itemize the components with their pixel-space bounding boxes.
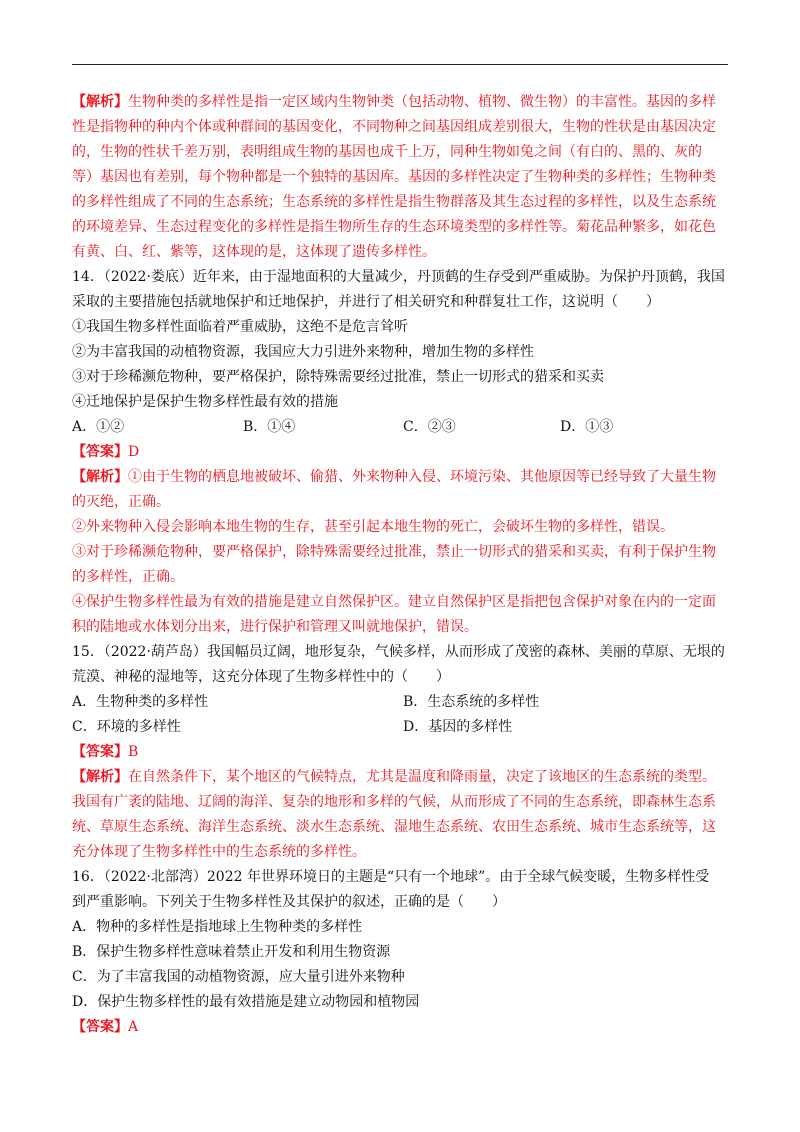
q15-stem-line: 荒漠、神秘的湿地等，这充分体现了生物多样性中的（ ） <box>72 669 450 685</box>
q15-answer <box>72 742 732 762</box>
analysis-text: ①由于生物的栖息地被破坏、偷猎、外来物种入侵、环境污染、其他原因等已经导致了大量生物 <box>128 469 716 485</box>
q13-analysis-line: 等）基因也有差别，每个物种都是一个独特的基因库。基因的多样性决定了生物种类的多样性；生物种类 <box>72 169 716 185</box>
q14-statement: ②为丰富我国的动植物资源，我国应大力引进外来物种，增加生物的多样性 <box>72 344 534 360</box>
q15-option-c: C．环境的多样性 <box>72 719 181 735</box>
q14-analysis-line: ③对于珍稀濒危物种，要严格保护，除特殊需要经过批准，禁止一切形式的猎采和买卖，有利于保护生物 <box>72 544 716 560</box>
q14-stem-line: 14．（2022·娄底）近年来，由于湿地面积的大量减少，丹顶鹤的生存受到严重威胁。为保护丹顶鹤，我国 <box>72 269 725 285</box>
q14-statement: ④迁地保护是保护生物多样性最有效的措施 <box>72 394 338 410</box>
q14-option-a: A．①② <box>72 419 125 435</box>
q14-answer <box>72 442 732 462</box>
answer-label: 【答案】 <box>72 444 128 460</box>
answer-value: D <box>128 444 140 460</box>
q14-option-c: C．②③ <box>403 419 456 435</box>
q15-option-d: D．基因的多样性 <box>403 719 513 735</box>
analysis-text: 生物种类的多样性是指一定区域内生物钟类（包括动物、植物、微生物）的丰富性。基因的多样 <box>128 94 716 110</box>
analysis-text: 在自然条件下，某个地区的气候特点，尤其是温度和降雨量，决定了该地区的生态系统的类型。 <box>128 769 716 785</box>
analysis-label: 【解析】 <box>72 769 128 785</box>
q15-analysis-line: 我国有广袤的陆地、辽阔的海洋、复杂的地形和多样的气候，从而形成了不同的生态系统，即森林生态系 <box>72 794 716 810</box>
q13-analysis-line: 有黄、白、红、紫等，这体现的是，这体现了遗传多样性。 <box>72 244 436 260</box>
q14-option-b: B．①④ <box>243 419 296 435</box>
q13-analysis-line: 的，生物的性状千差万别，表明组成生物的基因也成千上万，同种生物如兔之间（有白的、黑的、灰的 <box>72 144 702 160</box>
answer-label: 【答案】 <box>72 744 128 760</box>
q14-analysis-line: ④保护生物多样性最为有效的措施是建立自然保护区。建立自然保护区是指把包含保护对象在内的一定面 <box>72 594 716 610</box>
q14-analysis-line: 积的陆地或水体划分出来，进行保护和管理又叫就地保护，错误。 <box>72 619 478 635</box>
q14-analysis-line: 的多样性，正确。 <box>72 569 184 585</box>
header-rule <box>72 64 728 65</box>
q14-statement: ①我国生物多样性面临着严重威胁，这绝不是危言耸听 <box>72 319 408 335</box>
analysis-label: 【解析】 <box>72 94 128 110</box>
q16-option-d: D．保护生物多样性的最有效措施是建立动物园和植物园 <box>72 994 420 1010</box>
q16-stem-line: 到严重影响。下列关于生物多样性及其保护的叙述，正确的是（ ） <box>72 894 506 910</box>
q16-option-c: C．为了丰富我国的动植物资源，应大量引进外来物种 <box>72 969 405 985</box>
q15-stem-line: 15．（2022·葫芦岛）我国幅员辽阔，地形复杂，气候多样，从而形成了茂密的森林、美丽的草原、无垠的 <box>72 644 725 660</box>
q15-analysis-line: 统、草原生态系统、海洋生态系统、淡水生态系统、湿地生态系统、农田生态系统、城市生态系统等，这 <box>72 819 716 835</box>
q15-option-b: B．生态系统的多样性 <box>403 694 540 710</box>
q14-statement: ③对于珍稀濒危物种，要严格保护，除特殊需要经过批准，禁止一切形式的猎采和买卖 <box>72 369 604 385</box>
q14-analysis-line: ②外来物种入侵会影响本地生物的生存，甚至引起本地生物的死亡，会破坏生物的多样性，错误。 <box>72 519 674 535</box>
q16-option-b: B．保护生物多样性意味着禁止开发和利用生物资源 <box>72 944 391 960</box>
q15-analysis-line: 充分体现了生物多样性中的生态系统的多样性。 <box>72 844 366 860</box>
q14-analysis-line: 的灭绝，正确。 <box>72 494 170 510</box>
q15-option-a: A．生物种类的多样性 <box>72 694 209 710</box>
q16-stem-line: 16．（2022·北部湾）2022 年世界环境日的主题是“只有一个地球”。由于全球气候变暖，生物多样性受 <box>72 869 710 885</box>
answer-label: 【答案】 <box>72 1019 128 1035</box>
q13-analysis-line: 的多样性组成了不同的生态系统；生态系统的多样性是指生物群落及其生态过程的多样性，以及生态系统 <box>72 194 716 210</box>
q14-option-d: D．①③ <box>560 419 614 435</box>
q14-analysis-line <box>72 467 732 487</box>
q16-option-a: A．物种的多样性是指地球上生物种类的多样性 <box>72 919 363 935</box>
q16-answer <box>72 1017 732 1037</box>
answer-value: B <box>128 744 139 760</box>
q13-analysis-line <box>72 92 732 112</box>
q14-stem-line: 采取的主要措施包括就地保护和迁地保护，并进行了相关研究和种群复壮工作，这说明（ ） <box>72 294 660 310</box>
answer-value: A <box>128 1019 139 1035</box>
q13-analysis-line: 的环境差异、生态过程变化的多样性是指生物所生存的生态环境类型的多样性等。菊花品种繁多，如花色 <box>72 219 716 235</box>
analysis-label: 【解析】 <box>72 469 128 485</box>
q15-analysis-line <box>72 767 732 787</box>
q13-analysis-line: 性是指物种的种内个体或种群间的基因变化，不同物种之间基因组成差别很大，生物的性状是由基因决定 <box>72 119 716 135</box>
